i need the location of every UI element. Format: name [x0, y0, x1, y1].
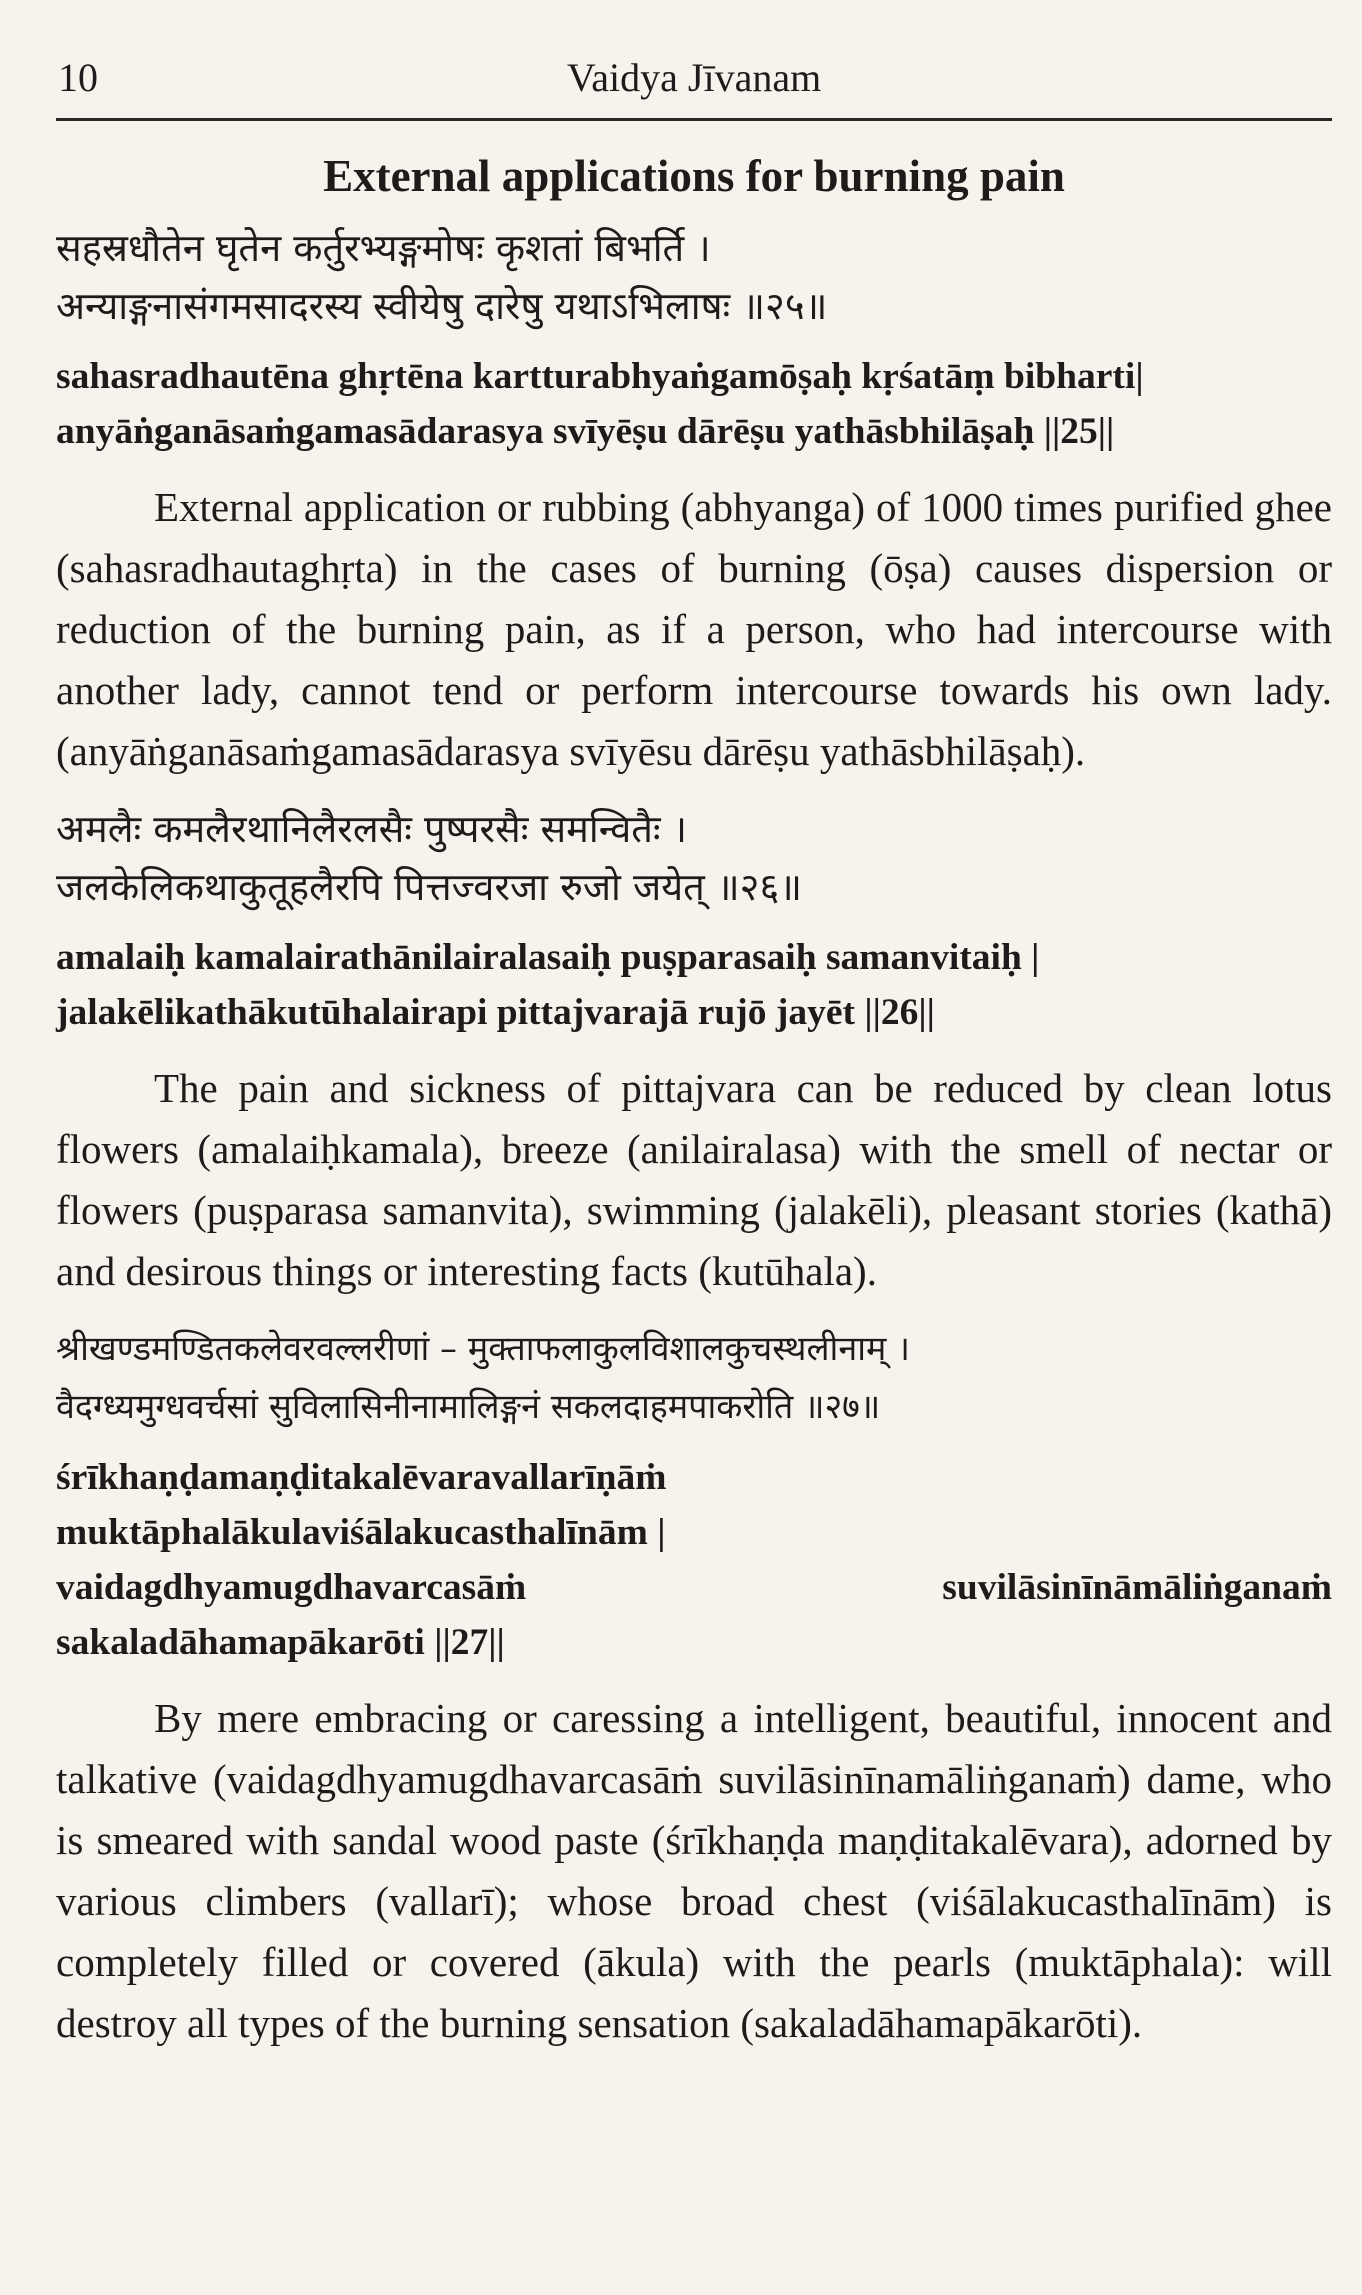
running-title: Vaidya Jīvanam: [566, 55, 822, 100]
translation-paragraph: By mere embracing or caressing a intelligent, beautiful, innocent and talkative (vaidagdhyamugdhavarcasāṁ suvilāsinīnamāliṅganaṁ) dame, who is smeared with sandal wood paste (śrīkhaṇḍa maṇḍitakalēvara), adorned by various climbers (vallarī); whose broad chest (viśālakucasthalīnām) is completely filled or covered (ākula) with the pearls (muktāphala): will destroy all types of the burning sensation (sakaladāhamapākarōti).: [56, 1695, 1332, 2046]
transliteration: [56, 930, 1332, 1040]
translation-paragraph: External application or rubbing (abhyanga) of 1000 times purified ghee (sahasradhautaghṛta) in the cases of burning (ōṣa) causes dispersion or reduction of the burning pain, as if a person, who had intercourse with another lady, cannot tend or perform intercourse towards his own lady. (anyāṅganāsaṁgamasādarasya svīyēsu dārēṣu yathāsbhilāṣaḥ).: [56, 484, 1332, 774]
sanskrit-line: जलकेलिकथाकुतूहलैरपि पित्तज्वरजा रुजो जयेत् ॥२६॥: [56, 865, 802, 909]
sanskrit-line: अन्याङ्गनासंगमसादरस्य स्वीयेषु दारेषु यथाऽभिलाषः ॥२५॥: [56, 284, 828, 328]
transliteration: [56, 1450, 1332, 1670]
verse-27: [56, 1320, 1332, 2054]
sanskrit-line: सहस्रधौतेन घृतेन कर्तुरभ्यङ्गमोषः कृशतां बिभर्ति ।: [56, 226, 711, 270]
transliteration: [56, 349, 1332, 459]
transliteration-line: śrīkhaṇḍamaṇḍitakalēvaravallarīṇāṁ: [56, 1457, 667, 1498]
translation-paragraph: The pain and sickness of pittajvara can be reduced by clean lotus flowers (amalaiḥkamala), breeze (anilairalasa) with the smell of nectar or flowers (puṣparasa samanvita), swimming (jalakēli), pleasant stories (kathā) and desirous things or interesting facts (kutūhala).: [56, 1065, 1332, 1294]
transliteration-line: vaidagdhyamugdhavarcasāṁ suvilāsinīnāmāliṅganaṁ: [56, 1567, 1332, 1608]
book-page: [56, 48, 1332, 2072]
transliteration-line: jalakēlikathākutūhalairapi pittajvarajā rujō jayēt ||26||: [56, 992, 935, 1033]
transliteration-line: amalaiḥ kamalairathānilairalasaiḥ puṣparasaiḥ samanvitaiḥ |: [56, 937, 1040, 978]
page-number: 10: [58, 55, 98, 100]
transliteration-line: muktāphalākulaviśālakucasthalīnām |: [56, 1512, 666, 1553]
transliteration-line: anyāṅganāsaṁgamasādarasya svīyēṣu dārēṣu yathāsbhilāṣaḥ ||25||: [56, 411, 1115, 452]
sanskrit-line: श्रीखण्डमण्डितकलेवरवल्लरीणां – मुक्ताफलाकुलविशालकुचस्थलीनाम् ।: [56, 1329, 911, 1369]
page-header: [56, 48, 1332, 121]
transliteration-line: sakaladāhamapākarōti ||27||: [56, 1622, 505, 1663]
section-heading: External applications for burning pain: [323, 151, 1065, 201]
sanskrit-line: अमलैः कमलैरथानिलैरलसैः पुष्परसैः समन्वितैः ।: [56, 807, 688, 851]
verse-26: [56, 800, 1332, 1302]
verse-25: [56, 219, 1332, 782]
transliteration-line: sahasradhautēna ghṛtēna kartturabhyaṅgamōṣaḥ kṛśatāṃ bibharti|: [56, 356, 1144, 397]
sanskrit-line: वैदग्ध्यमुग्धवर्चसां सुविलासिनीनामालिङ्गनं सकलदाहमपाकरोति ॥२७॥: [56, 1387, 881, 1427]
